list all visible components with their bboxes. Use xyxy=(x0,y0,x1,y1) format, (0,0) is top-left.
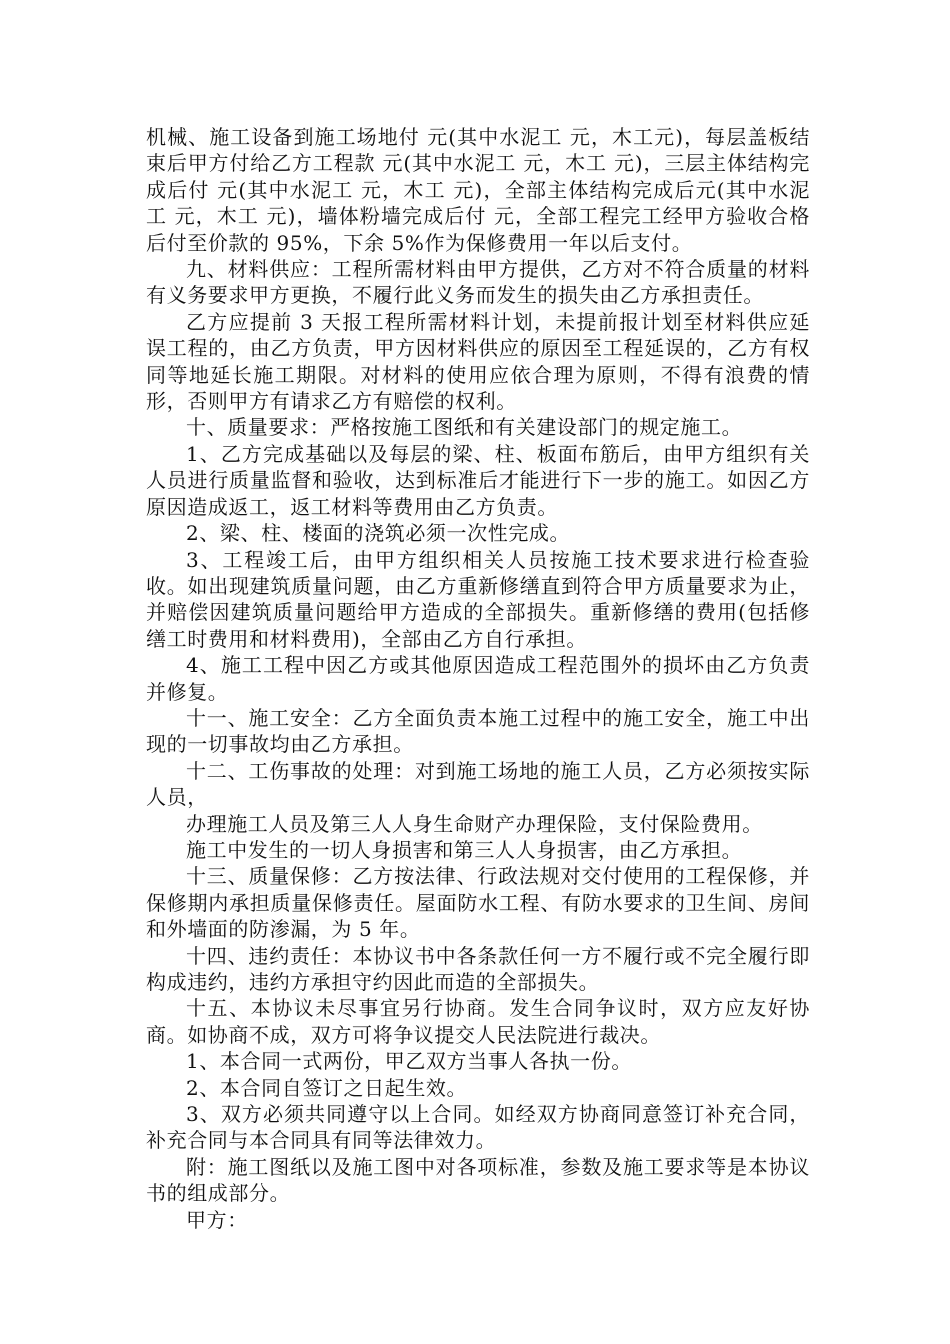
paragraph-insurance: 办理施工人员及第三人人身生命财产办理保险，支付保险费用。 xyxy=(186,811,763,836)
paragraph-payment-schedule: 机械、施工设备到施工场地付 元(其中水泥工 元，木工元)，每层盖板结束后甲方付给乙方工程款 元(其中水泥工 元，木工 元)，三层主体结构完成后付 元(其中水泥工 元，木工 元)，全部主体结构完成后元(其中水泥工 元，木工 元)，墙体粉墙完成后付 元，全部工程完工经甲方验收合格后付至价款的 95%，下余 5%作为保修费用一年以后支付。 xyxy=(146,125,810,255)
paragraph-quality-item-4: 4、施工工程中因乙方或其他原因造成工程范围外的损坏由乙方负责并修复。 xyxy=(146,653,810,704)
paragraph-quality-requirements: 十、质量要求：严格按施工图纸和有关建设部门的规定施工。 xyxy=(186,415,743,440)
paragraph-personal-injury: 施工中发生的一切人身损害和第三人人身损害，由乙方承担。 xyxy=(186,837,743,862)
paragraph-disputes: 十五、本协议未尽事宜另行协商。发生合同争议时，双方应友好协商。如协商不成，双方可将争议提交人民法院进行裁决。 xyxy=(146,996,810,1047)
paragraph-construction-safety: 十一、施工安全：乙方全面负责本施工过程中的施工安全，施工中出现的一切事故均由乙方承担。 xyxy=(146,705,810,757)
paragraph-material-supply: 九、材料供应：工程所需材料由甲方提供，乙方对不符合质量的材料有义务要求甲方更换，不履行此义务而发生的损失由乙方承担责任。 xyxy=(146,257,810,308)
signature-party-a-label: 甲方： xyxy=(186,1207,248,1232)
paragraph-quality-item-1: 1、乙方完成基础以及每层的梁、柱、板面布筋后，由甲方组织有关人员进行质量监督和验收，达到标准后才能进行下一步的施工。如因乙方原因造成返工，返工材料等费用由乙方负责。 xyxy=(146,441,810,519)
paragraph-effective-date: 2、本合同自签订之日起生效。 xyxy=(186,1075,468,1100)
paragraph-copies: 1、本合同一式两份，甲乙双方当事人各执一份。 xyxy=(186,1049,632,1074)
paragraph-quality-item-3: 3、工程竣工后，由甲方组织相关人员按施工技术要求进行检查验收。如出现建筑质量问题，由乙方重新修缮直到符合甲方质量要求为止，并赔偿因建筑质量问题给甲方造成的全部损失。重新修缮的费用(包括修缮工时费用和材料费用)，全部由乙方自行承担。 xyxy=(146,547,810,651)
paragraph-attachment: 附：施工图纸以及施工图中对各项标准，参数及施工要求等是本协议书的组成部分。 xyxy=(146,1154,810,1206)
document-body xyxy=(146,124,810,1233)
paragraph-warranty: 十三、质量保修：乙方按法律、行政法规对交付使用的工程保修，并保修期内承担质量保修责任。屋面防水工程、有防水要求的卫生间、房间和外墙面的防渗漏，为 5 年。 xyxy=(146,864,810,942)
paragraph-quality-item-2: 2、梁、柱、楼面的浇筑必须一次性完成。 xyxy=(186,521,571,546)
paragraph-injury-handling: 十二、工伤事故的处理：对到施工场地的施工人员，乙方必须按实际人员， xyxy=(146,758,810,810)
paragraph-supplementary-contract: 3、双方必须共同遵守以上合同。如经双方协商同意签订补充合同，补充合同与本合同具有同等法律效力。 xyxy=(146,1102,810,1153)
paragraph-material-plan: 乙方应提前 3 天报工程所需材料计划，未提前报计划至材料供应延误工程的，由乙方负责，甲方因材料供应的原因至工程延误的，乙方有权同等地延长施工期限。对材料的使用应依合理为原则，不得有浪费的情形，否则甲方有请求乙方有赔偿的权利。 xyxy=(146,309,810,414)
paragraph-breach-liability: 十四、违约责任：本协议书中各条款任何一方不履行或不完全履行即构成违约，违约方承担守约因此而造的全部损失。 xyxy=(146,943,810,994)
